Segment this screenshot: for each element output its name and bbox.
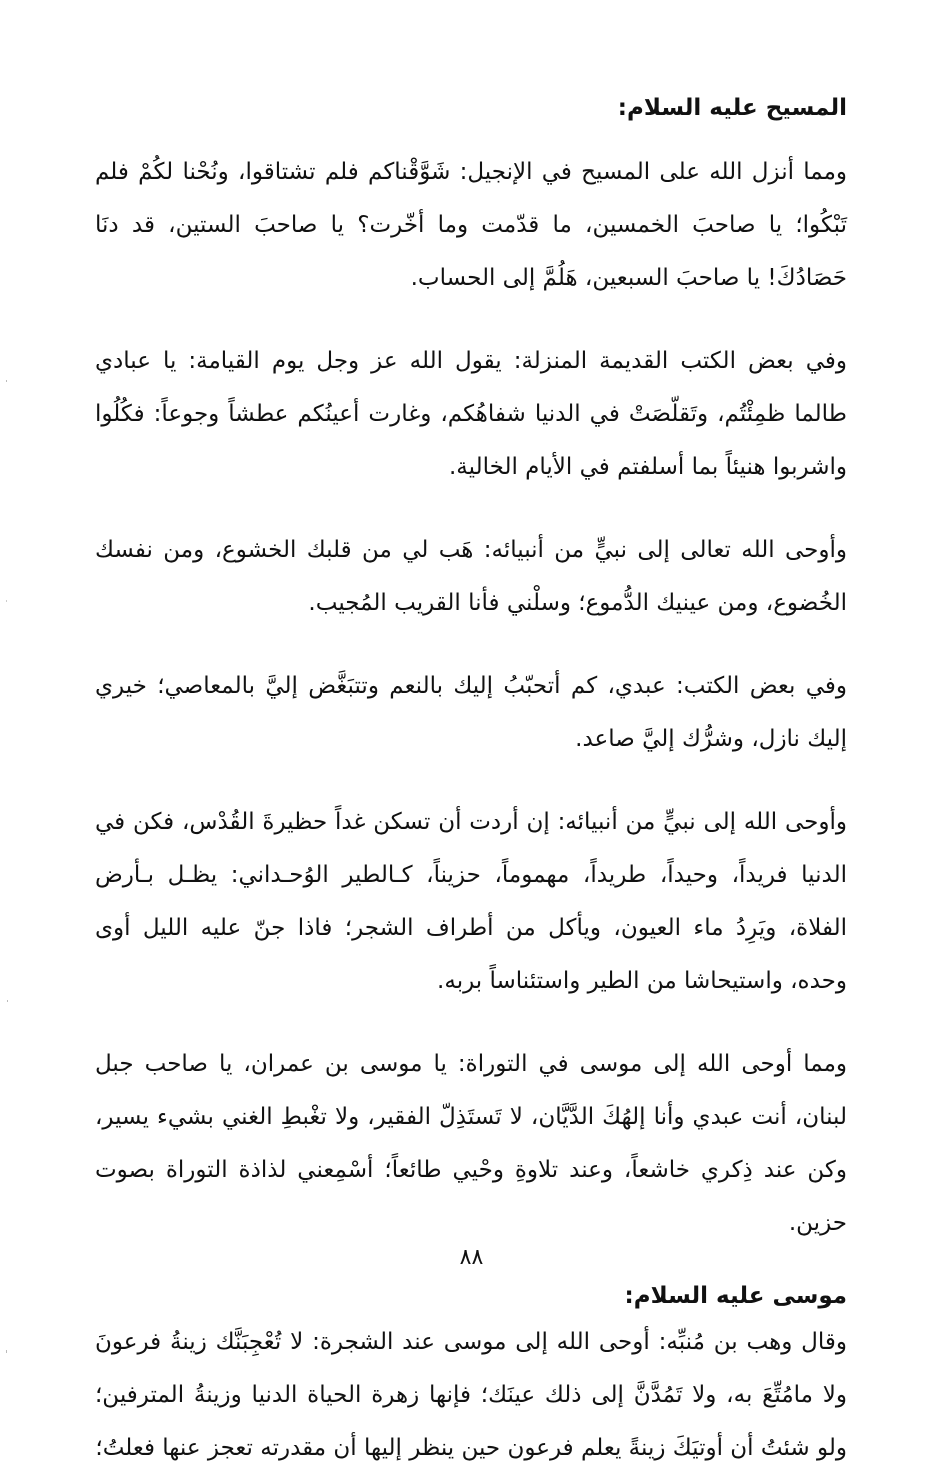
paragraph-gospel: ومما أنزل الله على المسيح في الإنجيل: شَوَّقْناكم فلم تشتاقوا، ونُحْنا لكُمْ فلم تَبْكُوا؛ يا صاحبَ الخمسين، ما قدّمت وما أخّرت؟ يا صاحبَ الستين، قد دنَا حَصَادُكَ! يا صاحبَ السبعين، هَلُمَّ إلى الحساب.	[95, 159, 847, 291]
page-number: ٨٨	[459, 1245, 484, 1270]
scan-margin-speckles	[6, 0, 8, 1378]
paragraph-ancient-books: وفي بعض الكتب القديمة المنزلة: يقول الله عز وجل يوم القيامة: يا عبادي طالما ظمِئْتُم، وتَقلّصَتْ في الدنيا شفاهُكم، وغارت أعينُكم عطشاً وجوعاً: فكُلُوا واشربوا هنيئاً بما أسلفتم في الأيام الخالية.	[95, 348, 847, 480]
section-heading-christ: المسيح عليه السلام:	[617, 95, 847, 121]
paragraph-solitary-bird: وأوحى الله إلى نبيٍّ من أنبيائه: إن أردت أن تسكن غداً حظيرةَ القُدْس، فكن في الدنيا فريداً، وحيداً، طريداً، مهموماً، حزيناً، كـالطير الوُحـداني: يظـل بـأرض الفلاة، ويَرِدُ ماء العيون، ويأكل من أطراف الشجر؛ فاذا جنّ عليه الليل أوى وحده، واستيحاشا من الطير واستئناساً بربه.	[95, 809, 847, 994]
paragraph-humility: وأوحى الله تعالى إلى نبيٍّ من أنبيائه: هَب لي من قلبك الخشوع، ومن نفسك الخُضوع، ومن عينيك الدُّموع؛ وسلْني فأنا القريب المُجيب.	[95, 537, 847, 616]
paragraph-torah: ومما أوحى الله إلى موسى في التوراة: يا موسى بن عمران، يا صاحب جبل لبنان، أنت عبدي وأنا إلهُكَ الدَّيَّان، لا تَستَذِلّ الفقير، ولا تغْبطِ الغني بشيء يسير، وكن عند ذِكري خاشعاً، وعند تلاوةِ وحْيي طائعاً؛ أسْمِعني لذاذة التوراة بصوت حزين.	[95, 1051, 847, 1236]
paragraph-wahb: وقال وهب بن مُنبِّه: أوحى الله إلى موسى عند الشجرة: لا تُعْجِبَنَّك زينةُ فرعونَ ولا مامُتِّعَ به، ولا تَمُدَّنَّ إلى ذلك عينَك؛ فإنها زهرة الحياة الدنيا وزينةُ المترفين؛ ولو شئتُ أن أوتيَكَ زينةً يعلم فرعون حين ينظر إليها أن مقدرته تعجز عنها فعلتُ؛	[95, 1329, 847, 1461]
paragraph-my-servant: وفي بعض الكتب: عبدي، كم أتحبّبُ إليك بالنعم وتتبَغَّض إليَّ بالمعاصي؛ خيري إليك نازل، وشرُّك إليَّ صاعد.	[95, 673, 847, 752]
section-heading-moses: موسى عليه السلام:	[624, 1283, 847, 1309]
